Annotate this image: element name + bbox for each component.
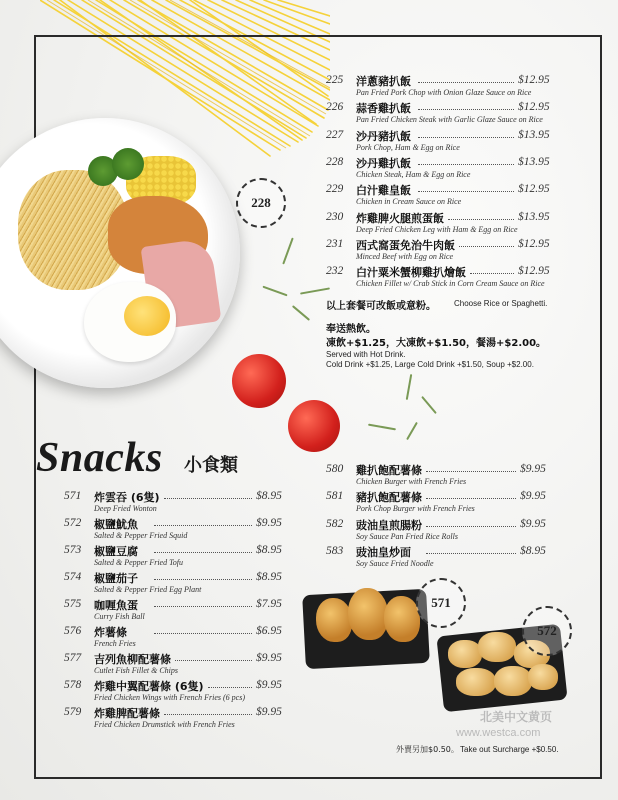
item-name-zh: 豉油皇炒面: [356, 545, 411, 559]
item-name-en: Deep Fried Chicken Leg with Ham & Egg on Rice: [356, 224, 518, 234]
wonton-image: [316, 598, 352, 642]
item-name-zh: 沙丹豬扒飯: [356, 129, 411, 143]
dot-leader: [175, 660, 252, 661]
item-name-en: Soy Sauce Pan Fried Rice Rolls: [356, 531, 458, 541]
item-name-zh: 炸薯條: [94, 626, 127, 639]
item-name-en: Salted & Pepper Fried Tofu: [94, 558, 184, 567]
dot-leader: [470, 273, 514, 274]
squid-image: [478, 632, 516, 662]
item-name-en: Pan Fried Chicken Steak with Garlic Glaze Sauce on Rice: [356, 115, 543, 125]
takeout-surcharge-zh: 外賣另加$0.50。: [396, 745, 459, 754]
item-number: 573: [64, 544, 82, 556]
item-name-en: Pan Fried Pork Chop with Onion Glaze Sauce on Rice: [356, 88, 532, 97]
dot-leader: [164, 498, 252, 499]
item-price: $9.95: [256, 517, 282, 529]
item-name-zh: 炸雲吞 (6隻): [94, 491, 160, 504]
item-number: 571: [64, 490, 82, 502]
item-name-en: Fried Chicken Wings with French Fries (6 pcs): [94, 693, 246, 702]
wonton-image: [384, 596, 420, 642]
item-name-en: Fried Chicken Drumstick with French Fries: [94, 720, 235, 729]
item-name-en: Pork Chop, Ham & Egg on Rice: [356, 142, 460, 152]
item-name-en: Chicken Steak, Ham & Egg on Rice: [356, 169, 471, 179]
item-name-en: Cutlet Fish Fillet & Chips: [94, 666, 178, 675]
item-name-zh: 炸雞脾配薯條: [94, 707, 160, 720]
item-number: 578: [64, 679, 82, 691]
dot-leader: [418, 109, 514, 110]
item-price: $9.95: [256, 679, 282, 691]
item-name-en: Curry Fish Ball: [94, 612, 145, 621]
item-number: 225: [326, 74, 344, 86]
item-name-zh: 椒鹽豆腐: [94, 545, 138, 558]
item-name-zh: 雞扒飽配薯條: [356, 464, 422, 477]
egg-yolk-image: [124, 296, 170, 336]
dot-leader: [426, 471, 516, 472]
dot-leader: [154, 606, 252, 607]
item-name-zh: 咖喱魚蛋: [94, 599, 138, 612]
item-name-en: Soy Sauce Fried Noodle: [356, 558, 434, 568]
item-price: $9.95: [520, 490, 546, 503]
item-price: $8.95: [256, 544, 282, 556]
watermark-text: 北美中文黄页: [480, 710, 553, 724]
watermark-url: www.westca.com: [456, 727, 541, 739]
dot-leader: [154, 579, 252, 580]
item-price: $12.95: [518, 265, 550, 278]
item-name-zh: 白汁雞皇飯: [356, 184, 411, 198]
item-number: 580: [326, 463, 344, 475]
item-name-en: Pork Chop Burger with French Fries: [356, 504, 475, 514]
dot-leader: [448, 219, 514, 220]
item-name-zh: 豉油皇煎腸粉: [356, 518, 422, 532]
item-number: 226: [326, 101, 344, 114]
item-name-zh: 西式窩蛋免治牛肉飯: [356, 238, 455, 252]
item-price: $8.95: [256, 490, 282, 502]
takeout-surcharge-en: Take out Surcharge +$0.50.: [460, 745, 559, 754]
item-name-zh: 吉列魚柳配薯條: [94, 653, 171, 666]
item-name-en: Salted & Pepper Fried Egg Plant: [94, 585, 202, 594]
item-number: 231: [326, 237, 344, 250]
drink-note-en: Served with Hot Drink.: [326, 350, 406, 359]
item-number: 583: [326, 544, 344, 557]
item-name-zh: 蒜香雞扒飯: [356, 102, 411, 116]
snack-number-badge: 571: [416, 578, 466, 628]
squid-image: [448, 640, 482, 668]
item-number: 228: [326, 155, 344, 168]
dot-leader: [426, 526, 516, 527]
item-name-en: French Fries: [94, 639, 136, 648]
item-price: $9.95: [256, 706, 282, 718]
item-price: $13.95: [518, 210, 550, 223]
item-name-en: Chicken Fillet w/ Crab Stick in Corn Cream Sauce on Rice: [356, 279, 545, 289]
item-number: 576: [64, 625, 82, 637]
item-name-zh: 洋蔥豬扒飯: [356, 75, 411, 88]
item-price: $9.95: [520, 463, 546, 475]
item-name-en: Salted & Pepper Fried Squid: [94, 531, 188, 540]
item-price: $12.95: [518, 101, 550, 114]
squid-image: [456, 668, 496, 696]
item-name-zh: 豬扒飽配薯條: [356, 491, 422, 505]
broccoli-image: [112, 148, 144, 180]
item-name-zh: 炸雞中翼配薯條 (6隻): [94, 680, 204, 693]
item-name-en: Minced Beef with Egg on Rice: [356, 251, 454, 261]
item-price: $9.95: [520, 517, 546, 530]
snack-number-badge: 572: [522, 606, 572, 656]
dot-leader: [154, 525, 252, 526]
dot-leader: [418, 164, 514, 165]
item-number: 230: [326, 210, 344, 223]
dot-leader: [418, 191, 514, 192]
item-name-en: Chicken Burger with French Fries: [356, 477, 467, 486]
wonton-image: [348, 588, 388, 640]
item-number: 232: [326, 265, 344, 278]
item-number: 229: [326, 183, 344, 196]
item-price: $9.95: [256, 652, 282, 664]
drink-prices-zh: 凍飲+$1.25，大凍飲+$1.50，餐湯+$2.00。: [326, 338, 547, 349]
item-number: 581: [326, 490, 344, 503]
dot-leader: [164, 714, 252, 715]
item-price: $8.95: [520, 544, 546, 557]
dot-leader: [426, 498, 516, 499]
snacks-heading: Snacks: [36, 435, 163, 481]
item-number: 577: [64, 652, 82, 664]
item-name-zh: 白汁粟米蟹柳雞扒燴飯: [356, 266, 466, 280]
rice-spaghetti-note-en: Choose Rice or Spaghetti.: [454, 299, 548, 308]
dot-leader: [418, 137, 514, 138]
squid-image: [528, 664, 558, 690]
item-name-zh: 椒鹽茄子: [94, 572, 138, 585]
dot-leader: [154, 552, 252, 553]
drink-prices-en: Cold Drink +$1.25, Large Cold Drink +$1.50, Soup +$2.00.: [326, 360, 534, 369]
item-name-zh: 炸雞脾火腿煎蛋飯: [356, 211, 444, 225]
dot-leader: [208, 687, 252, 688]
rice-spaghetti-note-zh: 以上套餐可改飯或意粉。: [326, 301, 436, 312]
item-number: 574: [64, 571, 82, 583]
item-price: $8.95: [256, 571, 282, 583]
item-price: $12.95: [518, 74, 550, 86]
squid-image: [494, 666, 532, 696]
item-number: 572: [64, 517, 82, 529]
item-number: 227: [326, 128, 344, 141]
item-name-zh: 沙丹雞扒飯: [356, 156, 411, 170]
dot-leader: [459, 246, 514, 247]
item-price: $13.95: [518, 128, 550, 141]
item-price: $13.95: [518, 155, 550, 168]
snacks-heading-zh: 小食類: [184, 455, 238, 476]
dish-number-badge: 228: [236, 178, 286, 228]
item-name-zh: 椒鹽魷魚: [94, 518, 138, 531]
drink-note-zh: 奉送熱飲。: [326, 324, 376, 335]
tomato-image: [288, 400, 340, 452]
dot-leader: [426, 553, 516, 554]
item-name-en: Chicken in Cream Sauce on Rice: [356, 197, 462, 207]
dot-leader: [154, 633, 252, 634]
item-price: $6.95: [256, 625, 282, 637]
item-number: 582: [326, 517, 344, 530]
item-price: $12.95: [518, 183, 550, 196]
item-price: $12.95: [518, 237, 550, 250]
item-number: 575: [64, 598, 82, 610]
tomato-image: [232, 354, 286, 408]
item-price: $7.95: [256, 598, 282, 610]
item-number: 579: [64, 706, 82, 718]
dot-leader: [418, 82, 514, 83]
item-name-en: Deep Fried Wonton: [94, 504, 157, 513]
